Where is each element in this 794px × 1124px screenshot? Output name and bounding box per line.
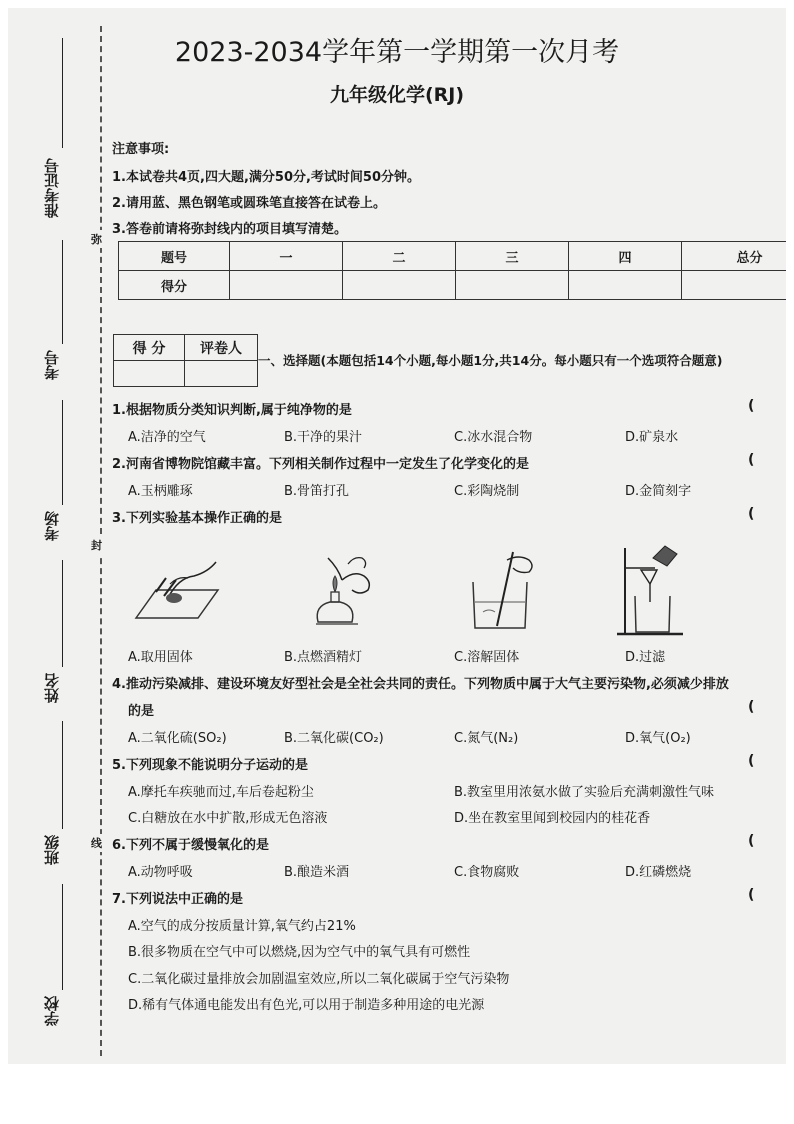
question-stem: 3.下列实验基本操作正确的是 bbox=[112, 511, 282, 526]
option: C.冰水混合物 bbox=[454, 430, 533, 445]
question-stem: 6.下列不属于缓慢氧化的是 bbox=[112, 838, 269, 853]
question-stem: 2.河南省博物院馆藏丰富。下列相关制作过程中一定发生了化学变化的是 bbox=[112, 457, 529, 472]
taking-solid-figure bbox=[126, 548, 226, 628]
option: B.教室里用浓氨水做了实验后充满刺激性气味 bbox=[454, 785, 715, 800]
option: A.玉柄雕琢 bbox=[128, 484, 193, 499]
option: B.干净的果汁 bbox=[284, 430, 363, 445]
option: C.彩陶烧制 bbox=[454, 484, 520, 499]
dissolving-solid-figure bbox=[463, 542, 553, 636]
score-row-label: 得分 bbox=[119, 271, 230, 300]
option: A.二氧化硫(SO₂) bbox=[128, 731, 227, 746]
seal-char: 线 bbox=[91, 834, 102, 852]
score-table-header: 一 bbox=[230, 242, 343, 271]
option: B.骨笛打孔 bbox=[284, 484, 350, 499]
option: D.矿泉水 bbox=[625, 430, 679, 445]
option: D.坐在教室里闻到校园内的桂花香 bbox=[454, 811, 651, 826]
question-stem: 1.根据物质分类知识判断,属于纯净物的是 bbox=[112, 403, 352, 418]
option: B.二氧化碳(CO₂) bbox=[284, 731, 384, 746]
score-table-header: 四 bbox=[569, 242, 682, 271]
blank-line bbox=[62, 560, 63, 667]
grader-name-cell[interactable] bbox=[185, 361, 258, 387]
side-label-admission-number: 准考证号 bbox=[43, 158, 61, 218]
exam-title: 2023-2034学年第一学期第一次月考 bbox=[174, 37, 620, 68]
side-label-exam-room: 考场 bbox=[43, 511, 61, 541]
option: A.空气的成分按质量计算,氧气约占21% bbox=[128, 919, 356, 934]
section-heading: 一、选择题(本题包括14个小题,每小题1分,共14分。每小题只有一个选项符合题意) bbox=[258, 353, 723, 368]
grader-name-label: 评卷人 bbox=[185, 335, 258, 361]
option: D.红磷燃烧 bbox=[625, 865, 692, 880]
option: B.酿造米酒 bbox=[284, 865, 350, 880]
option: B.点燃酒精灯 bbox=[284, 650, 363, 665]
option: D.氧气(O₂) bbox=[625, 731, 691, 746]
score-table-header: 二 bbox=[343, 242, 456, 271]
option: A.洁净的空气 bbox=[128, 430, 206, 445]
option: A.动物呼吸 bbox=[128, 865, 193, 880]
option: D.金简刻字 bbox=[625, 484, 692, 499]
note-item: 1.本试卷共4页,四大题,满分50分,考试时间50分钟。 bbox=[112, 170, 421, 185]
grader-score-cell[interactable] bbox=[114, 361, 185, 387]
question-stem: 4.推动污染减排、建设环境友好型社会是全社会共同的责任。下列物质中属于大气主要污染物,必须减少排放 bbox=[112, 677, 729, 692]
side-label-name: 姓名 bbox=[43, 673, 61, 703]
question-stem-continued: 的是 bbox=[128, 704, 155, 719]
score-cell[interactable] bbox=[456, 271, 569, 300]
option: D.过滤 bbox=[625, 650, 666, 665]
blank-line bbox=[62, 240, 63, 344]
grader-box bbox=[113, 334, 258, 387]
answer-paren: ( bbox=[748, 887, 755, 903]
score-cell[interactable] bbox=[682, 271, 787, 300]
score-cell[interactable] bbox=[343, 271, 456, 300]
seal-char: 弥 bbox=[91, 230, 102, 248]
exam-subtitle: 九年级化学(RJ) bbox=[329, 84, 465, 106]
seal-char: 封 bbox=[91, 536, 102, 554]
blank-line bbox=[62, 721, 63, 829]
blank-line bbox=[62, 400, 63, 505]
filtration-figure bbox=[613, 538, 693, 638]
question-stem: 5.下列现象不能说明分子运动的是 bbox=[112, 758, 308, 773]
note-item: 2.请用蓝、黑色钢笔或圆珠笔直接答在试卷上。 bbox=[112, 196, 386, 211]
score-table-header: 总分 bbox=[682, 242, 787, 271]
option: D.稀有气体通电能发出有色光,可以用于制造多种用途的电光源 bbox=[128, 998, 485, 1013]
option: A.取用固体 bbox=[128, 650, 193, 665]
score-table-header: 题号 bbox=[119, 242, 230, 271]
option: B.很多物质在空气中可以燃烧,因为空气中的氧气具有可燃性 bbox=[128, 945, 471, 960]
question-stem: 7.下列说法中正确的是 bbox=[112, 892, 243, 907]
option: C.溶解固体 bbox=[454, 650, 520, 665]
blank-line bbox=[62, 884, 63, 990]
score-cell[interactable] bbox=[230, 271, 343, 300]
answer-paren: ( bbox=[748, 699, 755, 715]
note-item: 3.答卷前请将弥封线内的项目填写清楚。 bbox=[112, 222, 347, 237]
score-table-header: 三 bbox=[456, 242, 569, 271]
answer-paren: ( bbox=[748, 833, 755, 849]
answer-paren: ( bbox=[748, 753, 755, 769]
side-label-class: 班级 bbox=[43, 835, 61, 865]
option: C.二氧化碳过量排放会加剧温室效应,所以二氧化碳属于空气污染物 bbox=[128, 972, 510, 987]
side-label-exam-number: 考号 bbox=[43, 350, 61, 380]
alcohol-lamp-figure bbox=[298, 544, 388, 636]
notes-heading: 注意事项: bbox=[112, 142, 170, 157]
answer-paren: ( bbox=[748, 452, 755, 468]
score-cell[interactable] bbox=[569, 271, 682, 300]
option: A.摩托车疾驰而过,车后卷起粉尘 bbox=[128, 785, 314, 800]
option: C.白糖放在水中扩散,形成无色溶液 bbox=[128, 811, 328, 826]
answer-paren: ( bbox=[748, 398, 755, 414]
answer-paren: ( bbox=[748, 506, 755, 522]
grader-score-label: 得 分 bbox=[114, 335, 185, 361]
option: C.氮气(N₂) bbox=[454, 731, 519, 746]
exam-paper bbox=[8, 8, 786, 1064]
score-table bbox=[118, 241, 786, 300]
option: C.食物腐败 bbox=[454, 865, 520, 880]
side-label-school: 学校 bbox=[43, 996, 61, 1026]
